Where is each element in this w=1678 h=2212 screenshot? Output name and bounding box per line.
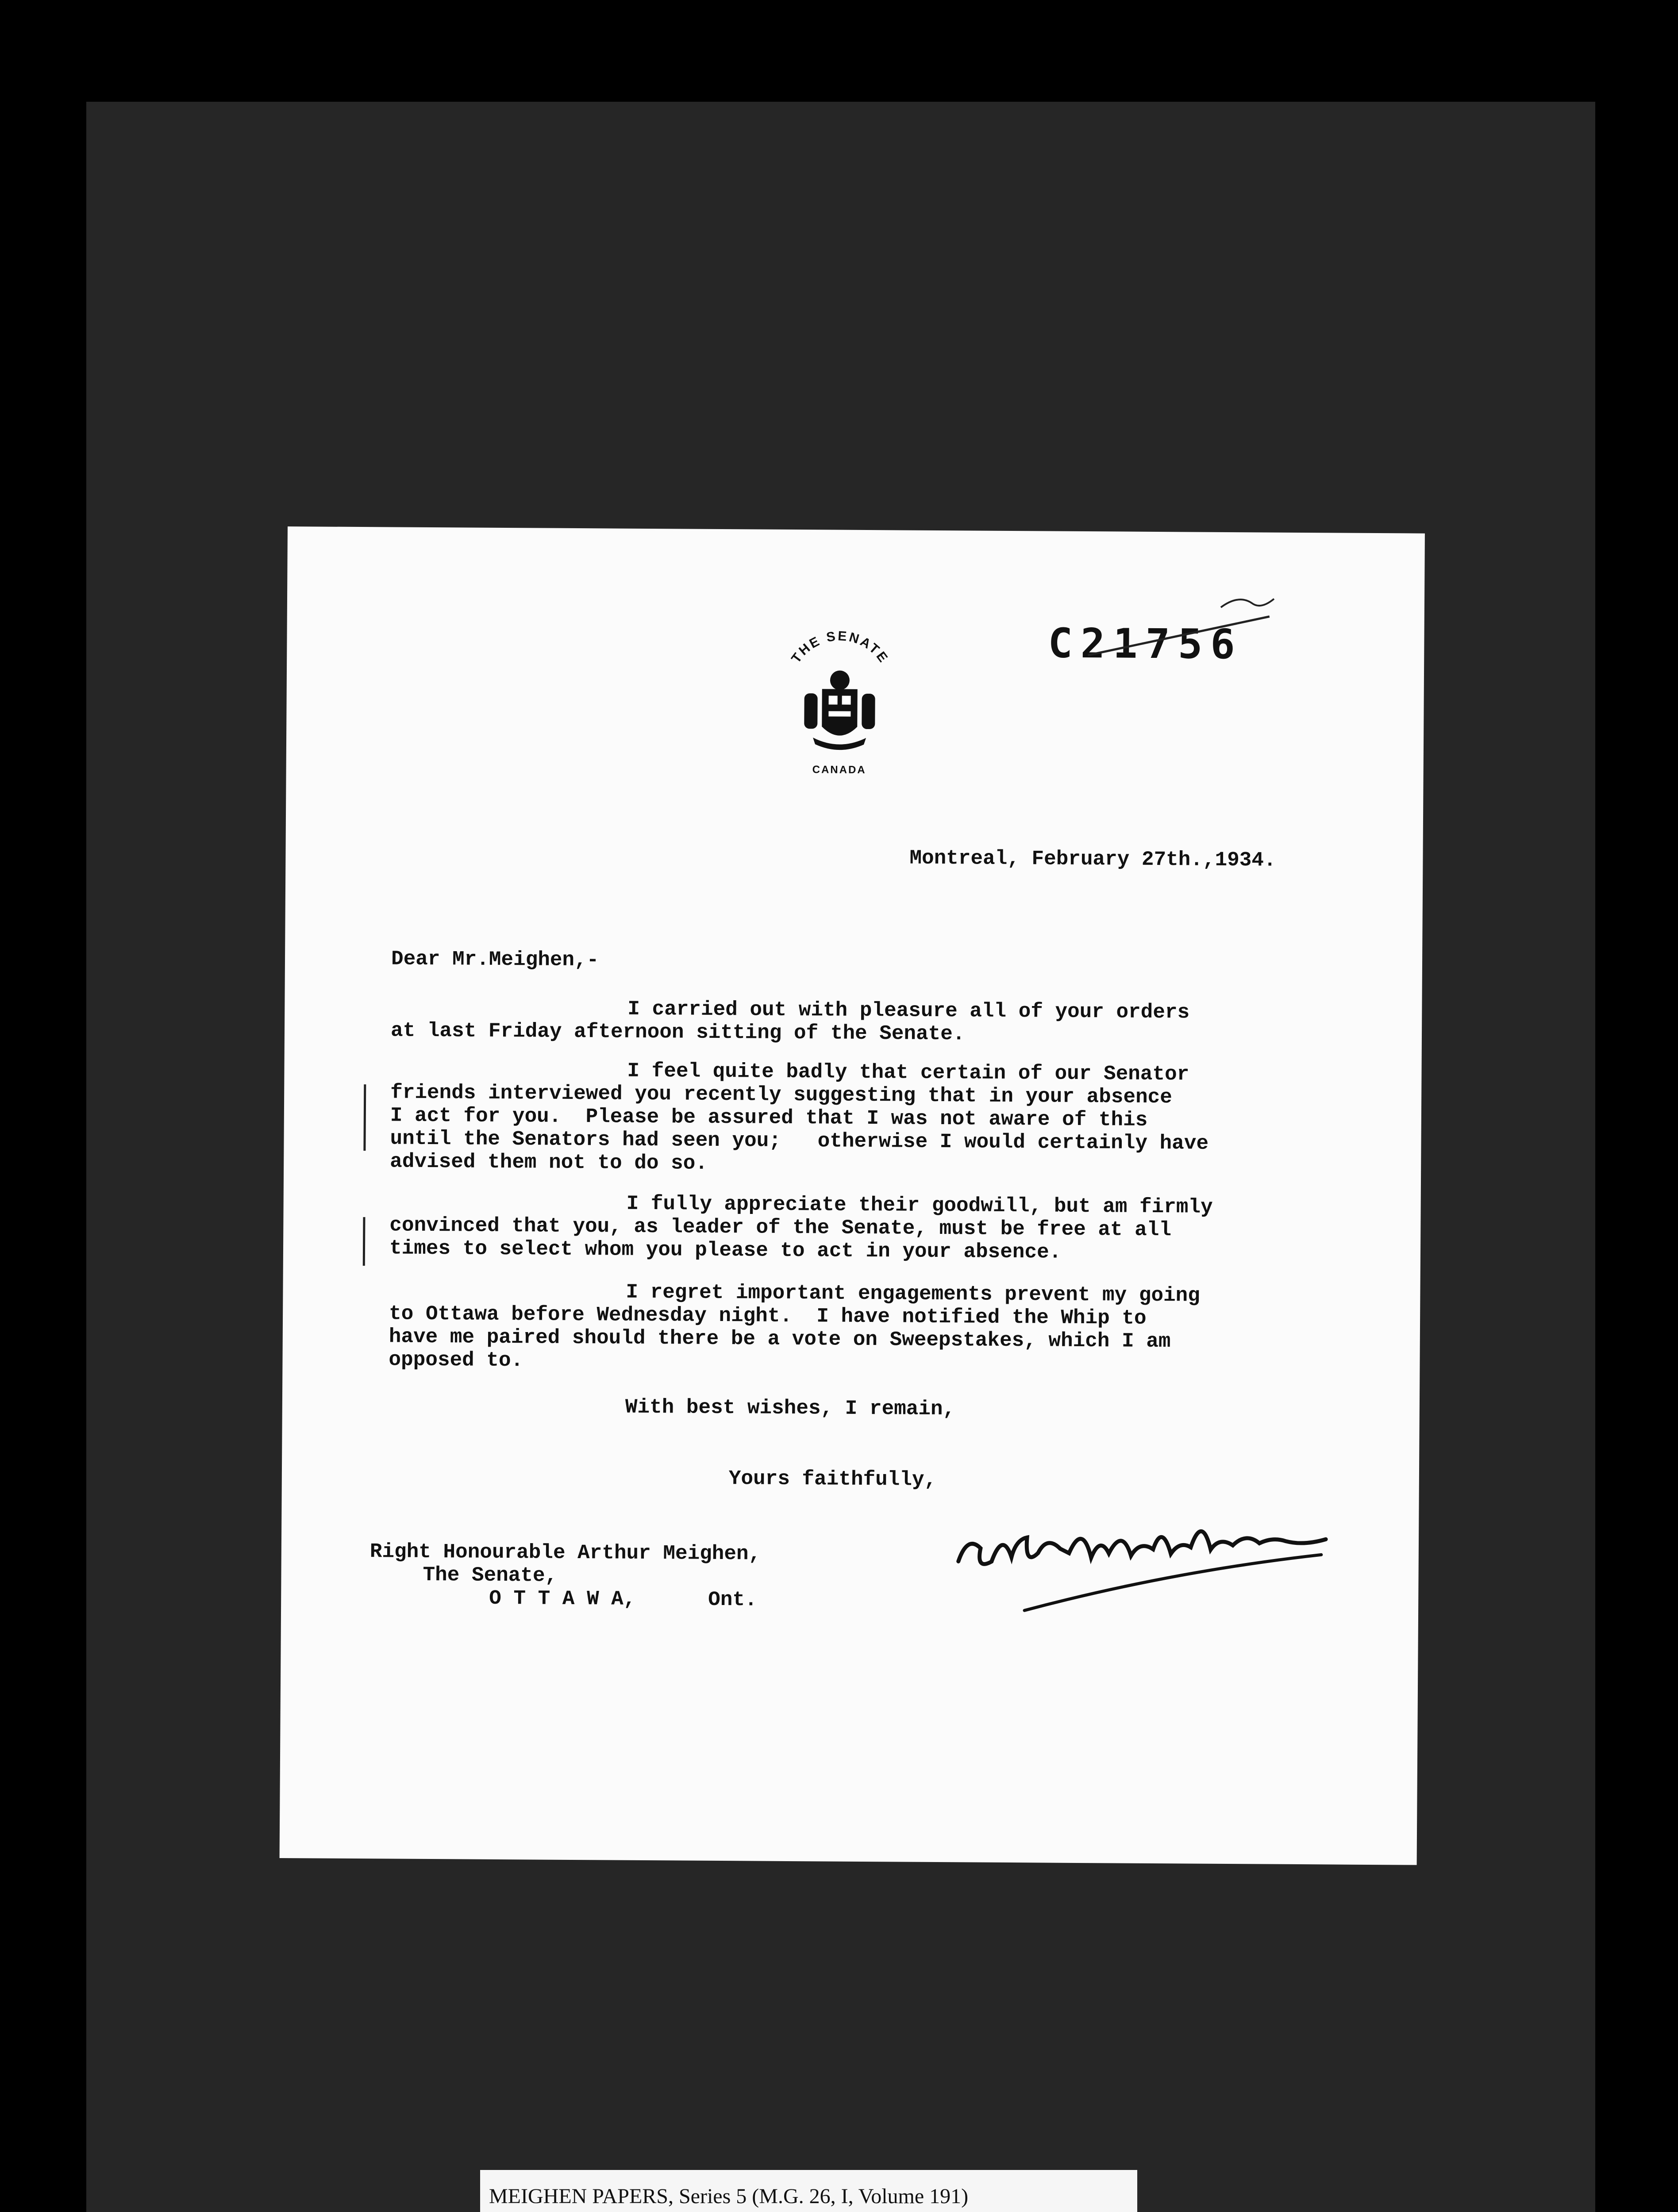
complimentary-close: Yours faithfully,: [728, 1467, 937, 1491]
addressee-line: The Senate,: [423, 1563, 558, 1587]
svg-text:THE SENATE: [789, 628, 892, 666]
paragraph-line: I carried out with pleasure all of your orders: [627, 997, 1190, 1024]
paragraph-line: I regret important engagements prevent my going: [626, 1280, 1200, 1307]
paragraph-line: I feel quite badly that certain of our Senator: [627, 1059, 1189, 1086]
paragraph-line: opposed to.: [389, 1348, 523, 1372]
paragraph-line: times to select whom you please to act in your absence.: [389, 1237, 1062, 1264]
addressee-line: Right Honourable Arthur Meighen,: [369, 1540, 761, 1566]
handwritten-signature: [949, 1495, 1339, 1621]
collection-citation: MEIGHEN PAPERS, Series 5 (M.G. 26, I, Volume 191): [480, 2170, 1137, 2212]
paragraph-line: to Ottawa before Wednesday night. I have notified the Whip to: [389, 1302, 1147, 1330]
seal-top-text: THE SENATE: [789, 629, 892, 667]
paragraph-line: until the Senators had seen you; otherwise I would certainly have: [390, 1127, 1209, 1155]
addressee-line: O T T A W A,: [489, 1586, 636, 1611]
pencil-strike-mark: [1079, 589, 1278, 665]
date-line: Montreal, February 27th.,1934.: [909, 846, 1276, 872]
senate-seal-icon: [773, 622, 906, 783]
paragraph-line: at last Friday afternoon sitting of the Senate.: [390, 1019, 965, 1046]
addressee-line: Ont.: [708, 1588, 757, 1612]
seal-bottom-text: CANADA: [812, 764, 866, 776]
document-number: C21756: [1048, 619, 1243, 668]
margin-line: [363, 1084, 366, 1151]
paragraph-line: I fully appreciate their goodwill, but am firmly: [626, 1192, 1213, 1219]
paragraph-line: I act for you. Please be assured that I was not aware of this: [390, 1104, 1148, 1132]
paragraph-line: convinced that you, as leader of the Senate, must be free at all: [389, 1214, 1172, 1242]
closing-line: With best wishes, I remain,: [625, 1395, 955, 1421]
paragraph-line: have me paired should there be a vote on Sweepstakes, which I am: [389, 1325, 1171, 1353]
paragraph-line: friends interviewed you recently suggesting that in your absence: [390, 1081, 1173, 1109]
salutation: Dear Mr.Meighen,-: [391, 947, 599, 972]
paragraph-line: advised them not to do so.: [390, 1150, 708, 1175]
letter-page: [280, 526, 1425, 1865]
margin-line: [363, 1217, 366, 1266]
